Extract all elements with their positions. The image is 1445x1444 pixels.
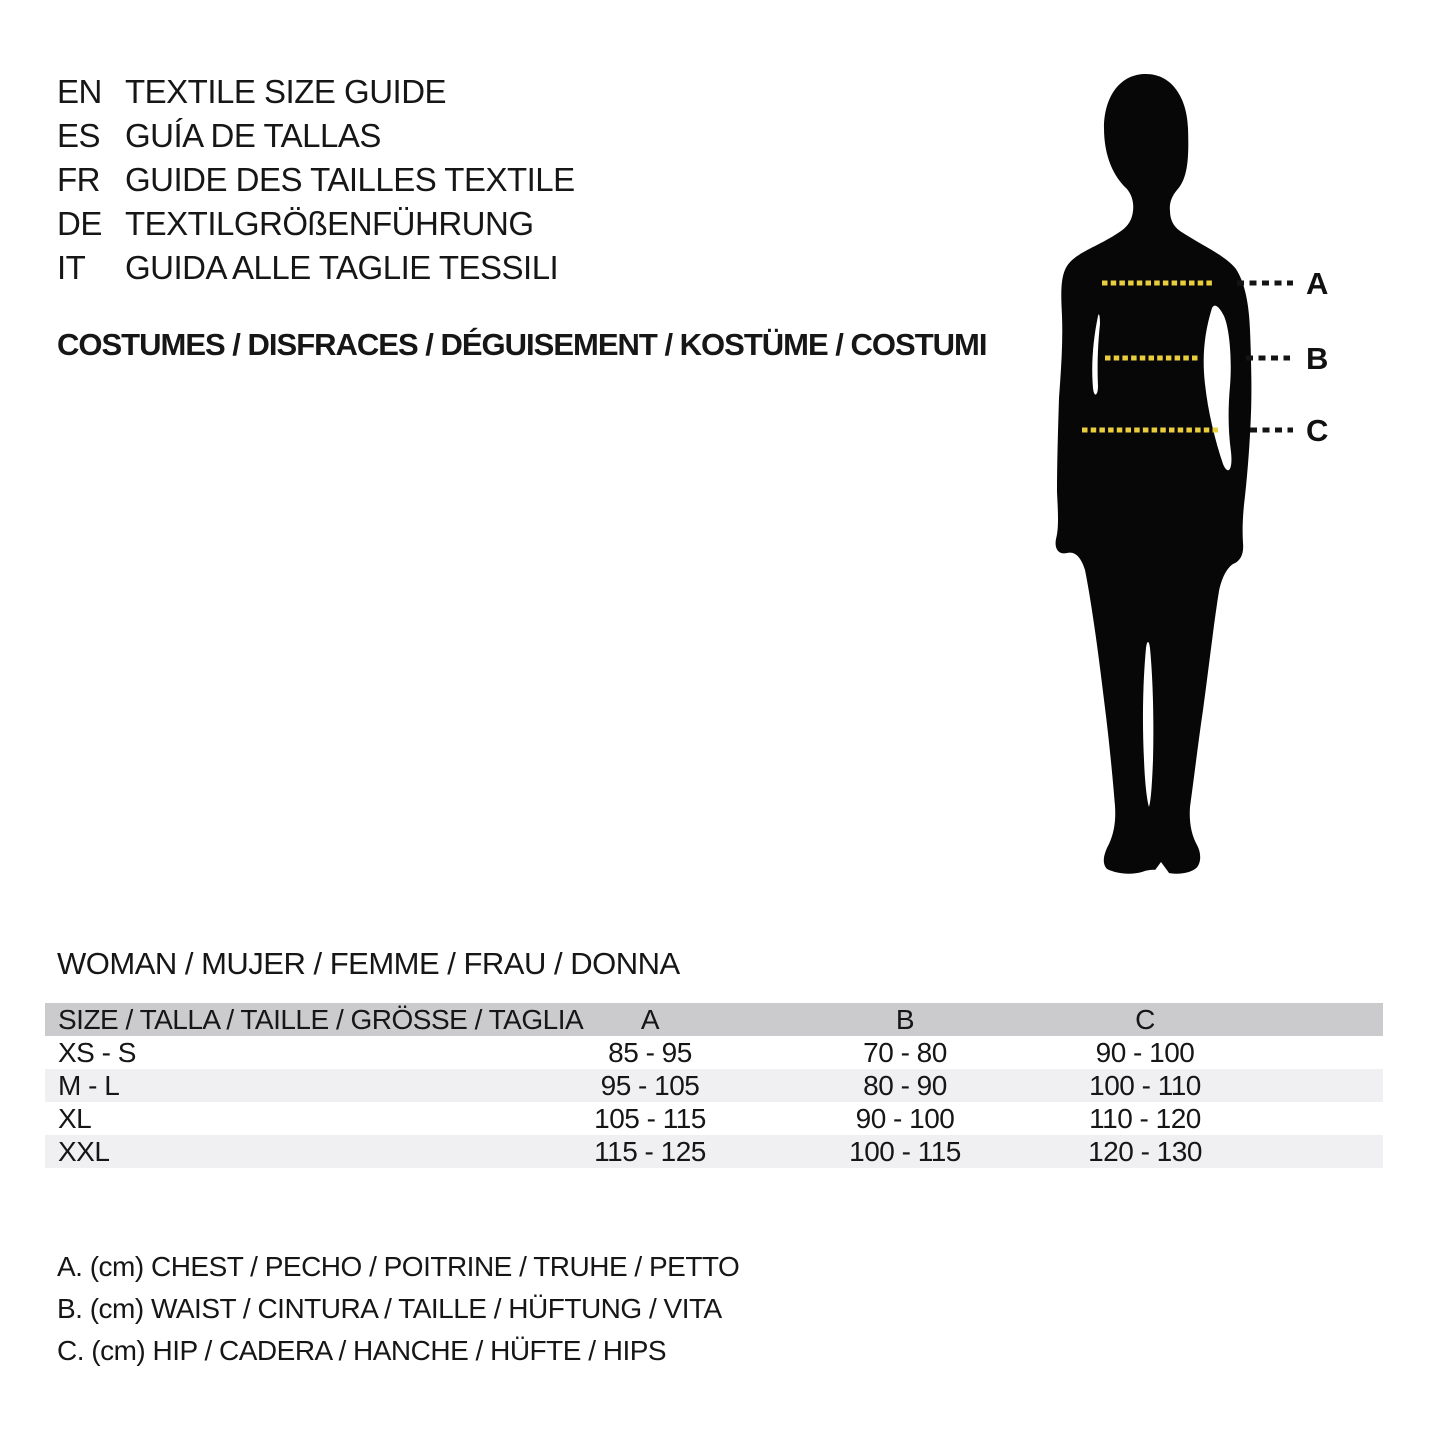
size-table — [45, 1003, 1383, 1168]
table-row — [45, 1069, 1383, 1102]
cell-a: 105 - 115 — [594, 1102, 706, 1134]
language-row-en — [57, 70, 575, 114]
language-list — [57, 70, 575, 290]
language-row-es — [57, 114, 575, 158]
header-size: SIZE / TALLA / TAILLE / GRÖSSE / TAGLIA — [58, 1003, 584, 1035]
header-a: A — [640, 1003, 660, 1035]
language-label: GUIDE DES TAILLES TEXTILE — [125, 161, 575, 198]
cell-c: 90 - 100 — [1095, 1036, 1195, 1068]
waist-label: B — [1306, 341, 1329, 376]
cell-size: XL — [58, 1102, 92, 1134]
language-label: GUÍA DE TALLAS — [125, 117, 381, 154]
language-code: EN — [57, 73, 102, 110]
measurement-legend — [57, 1246, 739, 1372]
language-label: TEXTILGRÖßENFÜHRUNG — [125, 205, 534, 242]
header-c: C — [1135, 1003, 1155, 1035]
cell-a: 115 - 125 — [594, 1135, 706, 1167]
cell-c: 120 - 130 — [1088, 1135, 1202, 1167]
header-b: B — [895, 1003, 915, 1035]
category-title: COSTUMES / DISFRACES / DÉGUISEMENT / KOSTÜME / COSTUMI — [57, 327, 987, 362]
section-title-woman: WOMAN / MUJER / FEMME / FRAU / DONNA — [57, 946, 680, 981]
cell-size: XS - S — [58, 1036, 136, 1068]
table-row — [45, 1135, 1383, 1168]
table-header-row — [45, 1003, 1383, 1036]
language-code: FR — [57, 161, 100, 198]
table-row — [45, 1036, 1383, 1069]
table-row — [45, 1102, 1383, 1135]
cell-size: M - L — [58, 1069, 120, 1101]
cell-a: 95 - 105 — [600, 1069, 700, 1101]
cell-b: 90 - 100 — [855, 1102, 955, 1134]
woman-silhouette — [1056, 74, 1252, 874]
language-label: GUIDA ALLE TAGLIE TESSILI — [125, 249, 559, 286]
language-label: TEXTILE SIZE GUIDE — [125, 73, 447, 110]
language-code: ES — [57, 117, 101, 154]
cell-c: 110 - 120 — [1089, 1102, 1201, 1134]
language-row-fr — [57, 158, 575, 202]
legend-hip: C. (cm) HIP / CADERA / HANCHE / HÜFTE / HIPS — [57, 1335, 667, 1366]
cell-c: 100 - 110 — [1089, 1069, 1201, 1101]
cell-b: 70 - 80 — [863, 1036, 947, 1068]
woman-silhouette-figure — [1000, 0, 1445, 900]
cell-b: 100 - 115 — [849, 1135, 961, 1167]
cell-size: XXL — [58, 1135, 110, 1167]
hip-label: C — [1306, 413, 1329, 448]
cell-a: 85 - 95 — [608, 1036, 692, 1068]
language-code: DE — [57, 205, 102, 242]
chest-label: A — [1306, 266, 1329, 301]
language-row-de — [57, 202, 575, 246]
language-code: IT — [57, 249, 86, 286]
legend-chest: A. (cm) CHEST / PECHO / POITRINE / TRUHE / PETTO — [57, 1251, 740, 1282]
language-row-it — [57, 246, 575, 290]
legend-waist: B. (cm) WAIST / CINTURA / TAILLE / HÜFTUNG / VITA — [57, 1293, 722, 1324]
cell-b: 80 - 90 — [863, 1069, 947, 1101]
